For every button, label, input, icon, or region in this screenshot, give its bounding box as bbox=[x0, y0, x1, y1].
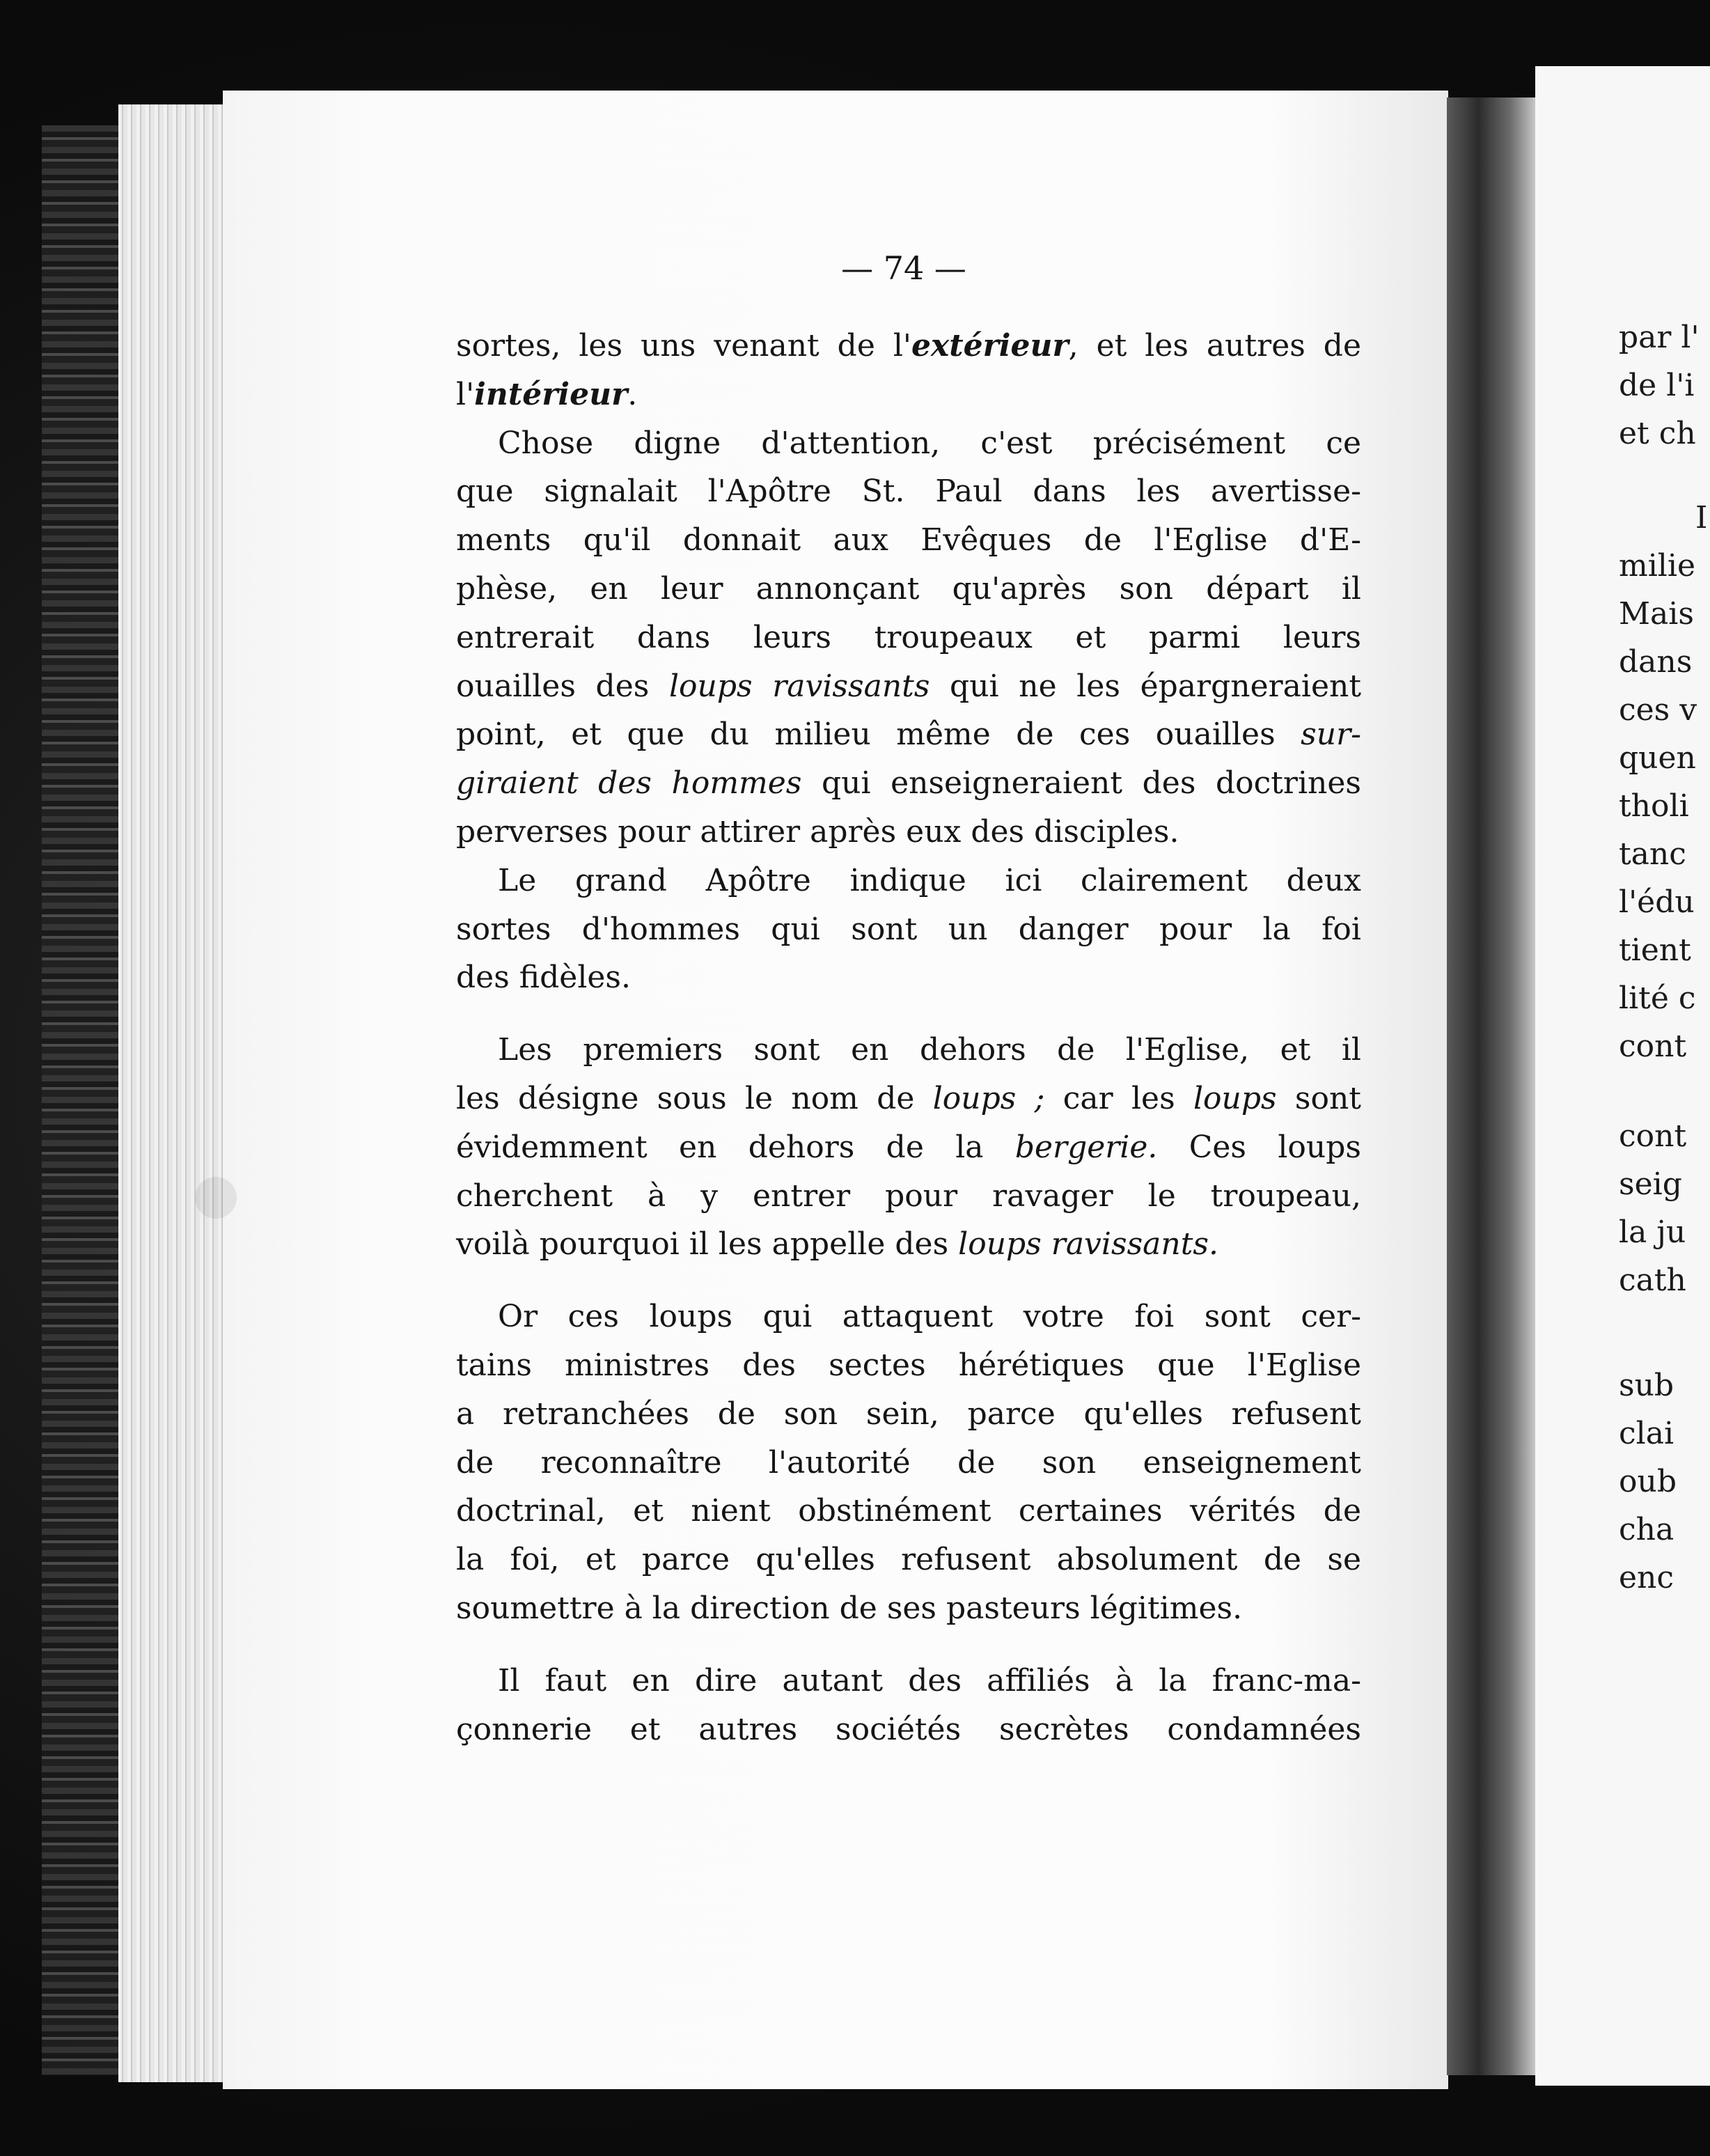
text-line bbox=[456, 1657, 1361, 1705]
text-line bbox=[456, 808, 1361, 857]
text-line bbox=[456, 467, 1361, 516]
text-run: des fidèles. bbox=[456, 960, 632, 996]
page-number: — 74 — bbox=[841, 249, 966, 287]
text-run: . bbox=[627, 376, 638, 412]
text-run: loups ; bbox=[932, 1080, 1045, 1116]
text-run: qui enseigneraient des doctrines bbox=[801, 765, 1361, 802]
facing-page-text bbox=[1619, 313, 1709, 1602]
text-run: , et les autres de bbox=[1068, 328, 1362, 364]
facing-page-line: I bbox=[1695, 500, 1708, 536]
text-line bbox=[456, 1341, 1361, 1390]
text-line bbox=[456, 1220, 1361, 1269]
facing-page-line: Mais bbox=[1619, 596, 1694, 632]
text-run: perverses pour attirer après eux des disciples. bbox=[456, 813, 1179, 850]
text-line bbox=[456, 710, 1361, 759]
paragraph bbox=[456, 1292, 1361, 1633]
text-run: giraient des hommes bbox=[456, 765, 802, 802]
text-run: bergerie. bbox=[1014, 1129, 1158, 1165]
text-run: Les premiers sont en dehors de l'Eglise, et il bbox=[498, 1032, 1361, 1068]
text-run: les désigne sous le nom de bbox=[456, 1080, 933, 1116]
text-run: Chose digne d'attention, c'est précisément ce bbox=[498, 425, 1361, 461]
facing-page-line: milie bbox=[1619, 548, 1695, 584]
text-line bbox=[456, 905, 1361, 954]
text-line bbox=[456, 1075, 1361, 1123]
facing-page-line: par l' bbox=[1619, 320, 1700, 355]
text-line bbox=[456, 1390, 1361, 1439]
facing-page-line: de l'i bbox=[1619, 368, 1695, 403]
text-run: de reconnaître l'autorité de son enseignement bbox=[456, 1444, 1361, 1481]
text-line bbox=[456, 322, 1361, 370]
paragraph bbox=[456, 419, 1361, 857]
facing-page-line: cont bbox=[1619, 1029, 1687, 1064]
facing-page-line: cath bbox=[1619, 1263, 1686, 1298]
text-line bbox=[456, 1123, 1361, 1172]
text-run: entrerait dans leurs troupeaux et parmi leurs bbox=[456, 619, 1361, 655]
text-run: sortes, les uns venant de l' bbox=[456, 328, 912, 364]
book-gutter bbox=[1447, 97, 1537, 2075]
text-run: cherchent à y entrer pour ravager le troupeau, bbox=[456, 1178, 1361, 1214]
text-run: point, et que du milieu même de ces ouailles bbox=[456, 717, 1301, 753]
facing-page-line: cha bbox=[1619, 1512, 1674, 1547]
text-run: qui ne les épargneraient bbox=[929, 668, 1362, 704]
text-run: loups ravissants bbox=[668, 668, 930, 704]
text-run: Ces loups bbox=[1157, 1129, 1361, 1165]
text-run: ouailles des bbox=[456, 668, 669, 704]
text-line bbox=[456, 759, 1361, 808]
paragraph bbox=[456, 322, 1361, 419]
text-run: a retranchées de son sein, parce qu'elles refusent bbox=[456, 1396, 1361, 1432]
text-line bbox=[456, 1439, 1361, 1487]
text-line bbox=[456, 1536, 1361, 1584]
text-run: évidemment en dehors de la bbox=[456, 1129, 1015, 1165]
text-run: extérieur bbox=[911, 328, 1069, 364]
text-run: loups ravissants. bbox=[958, 1226, 1218, 1263]
text-run: voilà pourquoi il les appelle des bbox=[456, 1226, 959, 1263]
facing-page-line: tient bbox=[1619, 932, 1691, 968]
text-run: la foi, et parce qu'elles refusent absolument de se bbox=[456, 1542, 1361, 1578]
text-run: sortes d'hommes qui sont un danger pour la foi bbox=[456, 911, 1361, 947]
text-run: Or ces loups qui attaquent votre foi sont cer- bbox=[498, 1299, 1361, 1335]
text-run: tains ministres des sectes hérétiques que l'Eglise bbox=[456, 1347, 1361, 1383]
text-run: phèse, en leur annonçant qu'après son départ il bbox=[456, 570, 1361, 607]
facing-page-line: tholi bbox=[1619, 788, 1689, 824]
facing-page-line: clai bbox=[1619, 1416, 1674, 1451]
facing-page-line: enc bbox=[1619, 1560, 1674, 1595]
facing-page-line: dans bbox=[1619, 644, 1693, 680]
paragraph bbox=[456, 857, 1361, 1002]
text-run: Il faut en dire autant des affiliés à la franc-ma- bbox=[498, 1662, 1361, 1698]
text-run: ments qu'il donnait aux Evêques de l'Eglise d'E- bbox=[456, 522, 1361, 558]
page-body-text bbox=[456, 322, 1361, 1753]
text-line bbox=[456, 953, 1361, 1002]
text-line bbox=[456, 516, 1361, 565]
text-run: Le grand Apôtre indique ici clairement deux bbox=[498, 862, 1361, 898]
facing-page-line: tanc bbox=[1619, 836, 1686, 872]
facing-page-line: ces v bbox=[1619, 692, 1697, 728]
text-run: intérieur bbox=[474, 376, 628, 412]
facing-page-line: lité c bbox=[1619, 981, 1696, 1016]
text-line bbox=[456, 1292, 1361, 1341]
facing-page-line: cont bbox=[1619, 1118, 1687, 1154]
text-line bbox=[456, 419, 1361, 468]
text-line bbox=[456, 565, 1361, 614]
text-line bbox=[456, 1584, 1361, 1633]
text-line bbox=[456, 1026, 1361, 1075]
text-line bbox=[456, 857, 1361, 905]
text-line bbox=[456, 614, 1361, 662]
text-run: loups bbox=[1193, 1080, 1277, 1116]
page-smudge bbox=[195, 1177, 237, 1219]
text-run: sur- bbox=[1301, 717, 1361, 753]
text-run: l' bbox=[456, 376, 475, 412]
facing-page-line: seig bbox=[1619, 1166, 1682, 1202]
text-run: soumettre à la direction de ses pasteurs légitimes. bbox=[456, 1590, 1243, 1626]
facing-page-line: oub bbox=[1619, 1464, 1677, 1499]
text-run: sont bbox=[1276, 1080, 1361, 1116]
text-line bbox=[456, 1172, 1361, 1221]
facing-page-line: sub bbox=[1619, 1368, 1674, 1403]
text-line bbox=[456, 370, 1361, 419]
facing-page-line: l'édu bbox=[1619, 884, 1695, 920]
paragraph bbox=[456, 1026, 1361, 1269]
text-run: car les bbox=[1044, 1080, 1193, 1116]
text-run: çonnerie et autres sociétés secrètes condamnées bbox=[456, 1711, 1361, 1747]
text-line bbox=[456, 662, 1361, 711]
facing-page-line: quen bbox=[1619, 740, 1696, 776]
text-line bbox=[456, 1705, 1361, 1754]
text-run: doctrinal, et nient obstinément certaines vérités de bbox=[456, 1493, 1361, 1529]
paragraph bbox=[456, 1657, 1361, 1754]
facing-page-line: et ch bbox=[1619, 416, 1696, 451]
text-run: que signalait l'Apôtre St. Paul dans les avertisse- bbox=[456, 474, 1361, 510]
facing-page-line: la ju bbox=[1619, 1214, 1686, 1250]
text-line bbox=[456, 1487, 1361, 1536]
